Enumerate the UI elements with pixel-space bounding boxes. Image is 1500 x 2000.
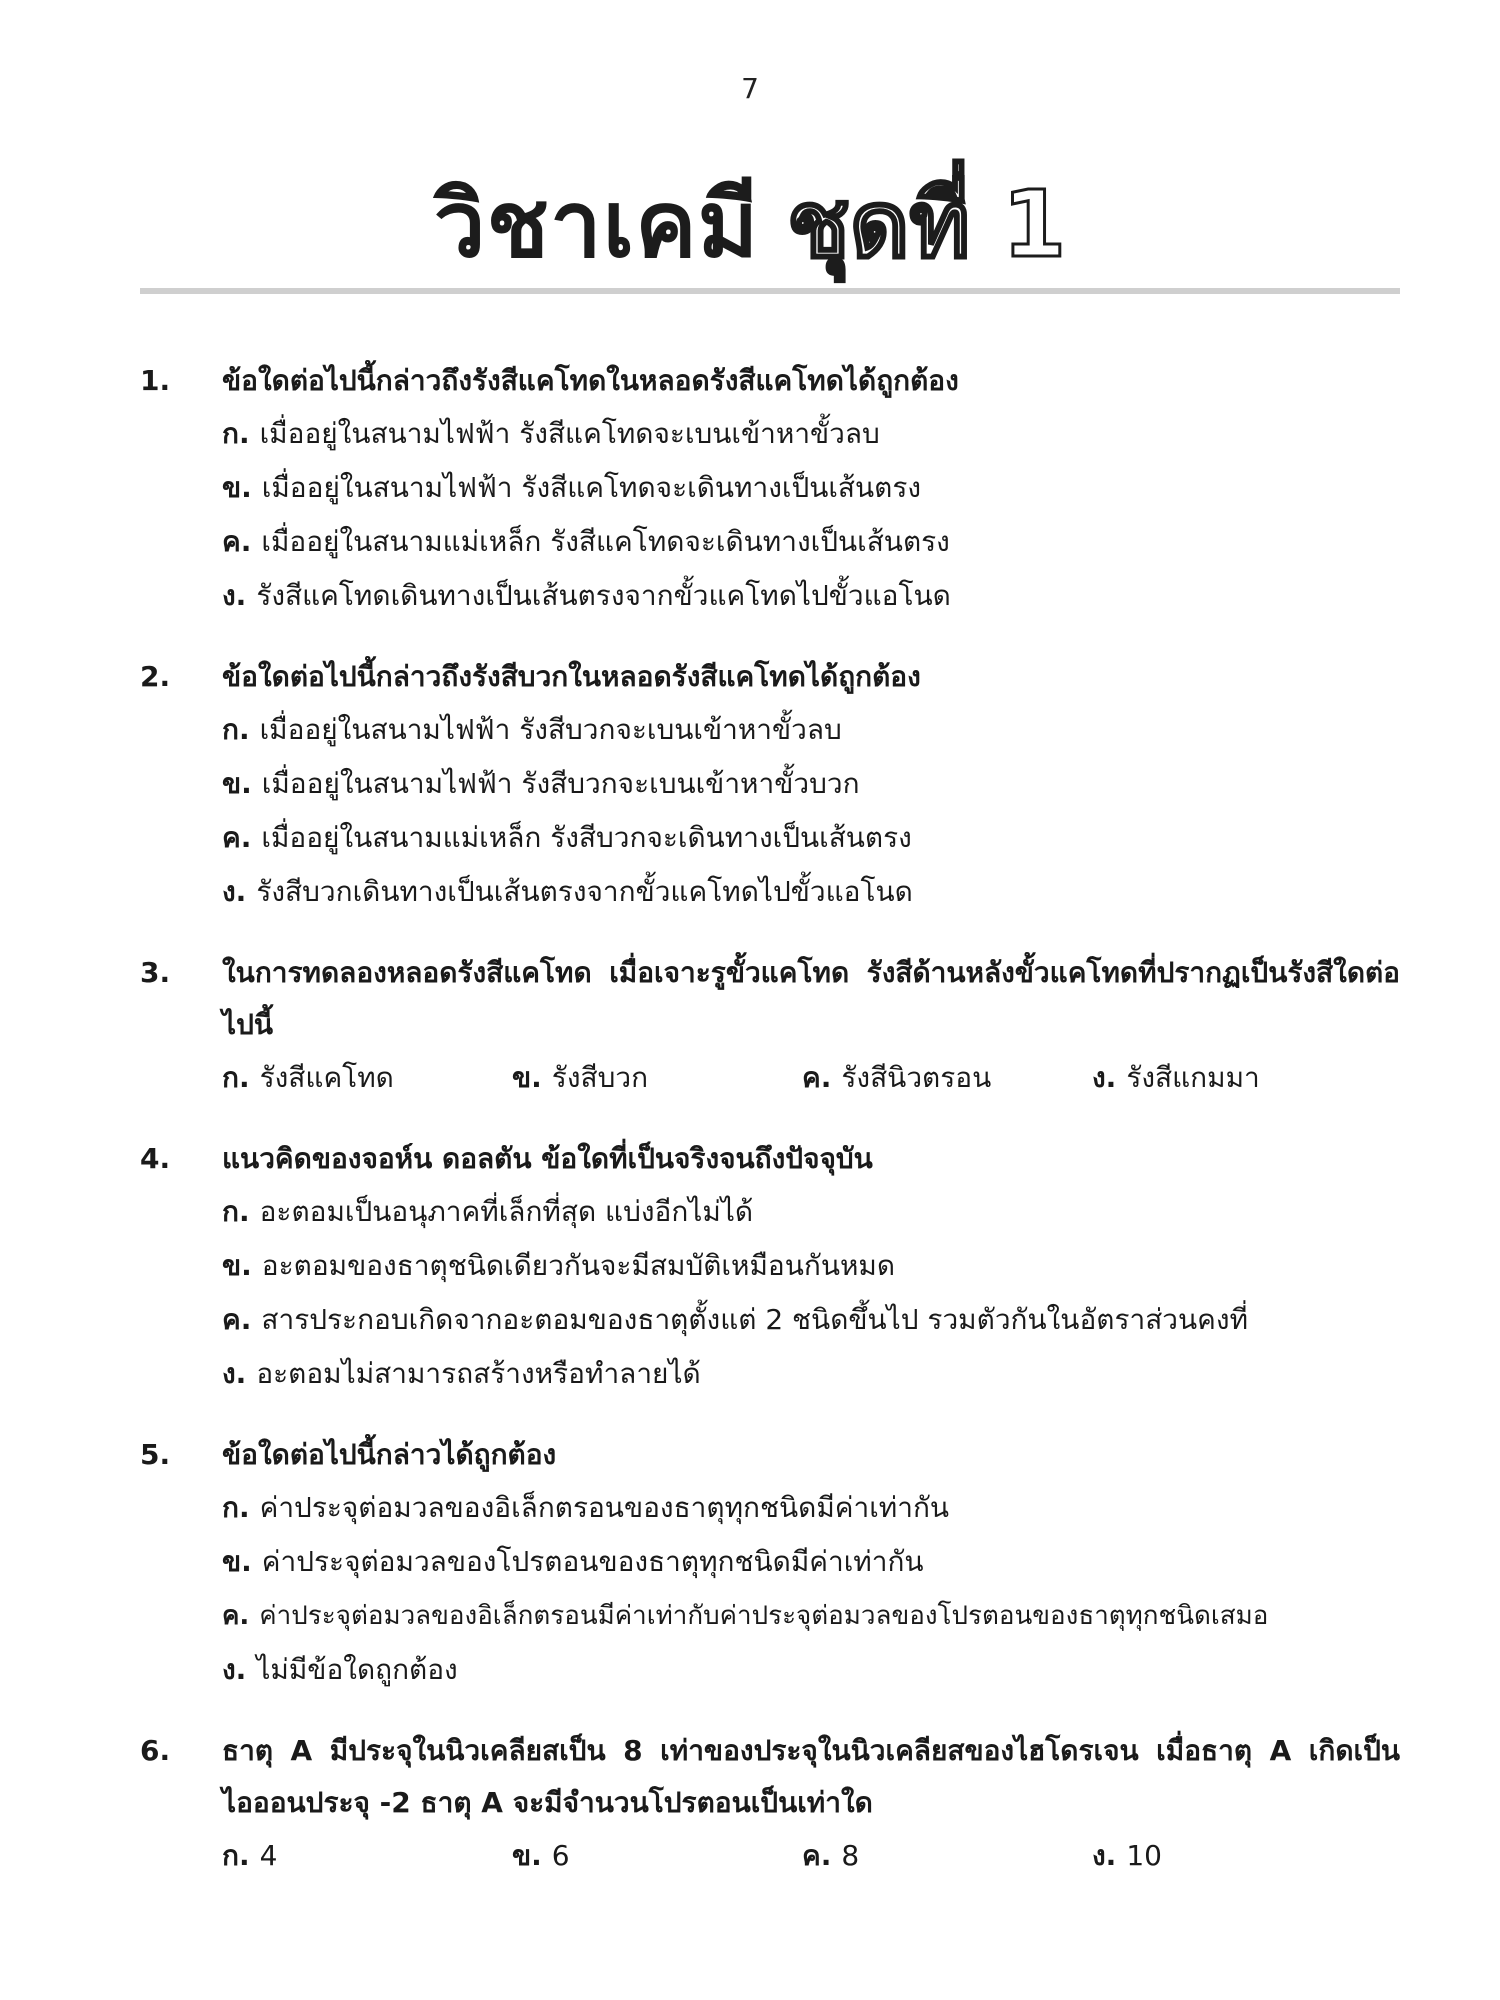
question-4 xyxy=(140,1133,1400,1401)
option-text: ค่าประจุต่อมวลของอิเล็กตรอนของธาตุทุกชนิดมีค่าเท่ากัน xyxy=(259,1491,950,1524)
question-text: ข้อใดต่อไปนี้กล่าวถึงรังสีแคโทดในหลอดรังสีแคโทดได้ถูกต้อง xyxy=(222,364,959,397)
option-text: รังสีแคโทด xyxy=(259,1061,394,1094)
question-text: ข้อใดต่อไปนี้กล่าวได้ถูกต้อง xyxy=(222,1438,557,1471)
option-letter: ข. xyxy=(512,1839,542,1872)
question-list xyxy=(140,355,1400,1911)
option-text: รังสีแคโทดเดินทางเป็นเส้นตรงจากขั้วแคโทดไปขั้วแอโนด xyxy=(256,579,951,612)
option-letter: ง. xyxy=(222,1653,247,1686)
question-text: ข้อใดต่อไปนี้กล่าวถึงรังสีบวกในหลอดรังสีแคโทดได้ถูกต้อง xyxy=(222,660,921,693)
option-text: รังสีบวกเดินทางเป็นเส้นตรงจากขั้วแคโทดไปขั้วแอโนด xyxy=(256,875,913,908)
option-d xyxy=(222,865,1400,919)
question-3 xyxy=(140,947,1400,1105)
question-1 xyxy=(140,355,1400,623)
option-letter: ค. xyxy=(222,821,252,854)
option-text: ไม่มีข้อใดถูกต้อง xyxy=(256,1653,458,1686)
question-6 xyxy=(140,1725,1400,1883)
option-text: รังสีบวก xyxy=(551,1061,649,1094)
option-letter: ง. xyxy=(1092,1061,1117,1094)
option-letter: ก. xyxy=(222,1195,250,1228)
option-d xyxy=(222,1643,1400,1697)
option-text: เมื่ออยู่ในสนามแม่เหล็ก รังสีบวกจะเดินทางเป็นเส้นตรง xyxy=(261,821,912,854)
option-letter: ค. xyxy=(222,1601,250,1631)
option-list xyxy=(222,1185,1400,1401)
option-text: สารประกอบเกิดจากอะตอมของธาตุตั้งแต่ 2 ชนิดขึ้นไป รวมตัวกันในอัตราส่วนคงที่ xyxy=(261,1303,1249,1336)
option-letter: ข. xyxy=(222,1249,252,1282)
page-title xyxy=(0,150,1500,297)
option-c xyxy=(222,1293,1400,1347)
option-d xyxy=(1092,1051,1382,1105)
option-letter: ข. xyxy=(222,767,252,800)
option-d xyxy=(1092,1829,1382,1883)
option-b xyxy=(222,461,1400,515)
option-text: 8 xyxy=(841,1839,860,1872)
option-c xyxy=(222,515,1400,569)
option-text: รังสีแกมมา xyxy=(1126,1061,1260,1094)
option-letter: ค. xyxy=(802,1061,832,1094)
option-letter: ง. xyxy=(222,875,247,908)
option-d xyxy=(222,569,1400,623)
option-letter: ง. xyxy=(222,579,247,612)
option-letter: ก. xyxy=(222,1839,250,1872)
question-text: แนวคิดของจอห์น ดอลตัน ข้อใดที่เป็นจริงจนถึงปัจจุบัน xyxy=(222,1142,873,1175)
option-a xyxy=(222,1829,512,1883)
question-text: ในการทดลองหลอดรังสีแคโทด เมื่อเจาะรูขั้วแคโทด รังสีด้านหลังขั้วแคโทดที่ปรากฏเป็นรังสีใดต่อไปนี้ xyxy=(222,956,1400,1041)
option-text: ค่าประจุต่อมวลของอิเล็กตรอนมีค่าเท่ากับค่าประจุต่อมวลของโปรตอนของธาตุทุกชนิดเสมอ xyxy=(259,1601,1269,1631)
option-b xyxy=(222,757,1400,811)
option-text: 4 xyxy=(259,1839,278,1872)
option-letter: ข. xyxy=(512,1061,542,1094)
question-number: 6. xyxy=(140,1734,171,1767)
title-subject: วิชาเคมี xyxy=(433,171,760,278)
option-text: ค่าประจุต่อมวลของโปรตอนของธาตุทุกชนิดมีค่าเท่ากัน xyxy=(261,1545,924,1578)
option-text: เมื่ออยู่ในสนามไฟฟ้า รังสีแคโทดจะเดินทางเป็นเส้นตรง xyxy=(261,471,922,504)
option-letter: ก. xyxy=(222,417,250,450)
option-letter: ข. xyxy=(222,1545,252,1578)
option-c xyxy=(222,1589,1400,1643)
option-letter: ค. xyxy=(222,525,252,558)
option-text: อะตอมของธาตุชนิดเดียวกันจะมีสมบัติเหมือนกันหมด xyxy=(261,1249,896,1282)
option-text: เมื่ออยู่ในสนามแม่เหล็ก รังสีแคโทดจะเดินทางเป็นเส้นตรง xyxy=(261,525,950,558)
option-list xyxy=(222,703,1400,919)
page-number: 7 xyxy=(741,72,759,105)
question-5 xyxy=(140,1429,1400,1697)
question-number: 1. xyxy=(140,364,171,397)
option-b xyxy=(222,1535,1400,1589)
option-letter: ง. xyxy=(1092,1839,1117,1872)
option-letter: ค. xyxy=(802,1839,832,1872)
option-text: 10 xyxy=(1126,1839,1162,1872)
question-number: 4. xyxy=(140,1142,171,1175)
question-number: 3. xyxy=(140,956,171,989)
question-text: ธาตุ A มีประจุในนิวเคลียสเป็น 8 เท่าของประจุในนิวเคลียสของไฮโดรเจน เมื่อธาตุ A เกิดเป็นไอออนประจุ -2 ธาตุ A จะมีจำนวนโปรตอนเป็นเท่าใด xyxy=(222,1734,1400,1819)
option-d xyxy=(222,1347,1400,1401)
option-a xyxy=(222,703,1400,757)
option-text: รังสีนิวตรอน xyxy=(841,1061,992,1094)
option-c xyxy=(802,1051,1092,1105)
question-number: 2. xyxy=(140,660,171,693)
option-c xyxy=(222,811,1400,865)
question-number: 5. xyxy=(140,1438,171,1471)
option-b xyxy=(222,1239,1400,1293)
option-b xyxy=(512,1051,802,1105)
option-row xyxy=(222,1051,1400,1105)
option-text: 6 xyxy=(551,1839,570,1872)
option-letter: ก. xyxy=(222,1491,250,1524)
option-a xyxy=(222,1051,512,1105)
option-b xyxy=(512,1829,802,1883)
option-text: อะตอมเป็นอนุภาคที่เล็กที่สุด แบ่งอีกไม่ได้ xyxy=(259,1195,754,1228)
option-text: เมื่ออยู่ในสนามไฟฟ้า รังสีบวกจะเบนเข้าหาขั้วลบ xyxy=(259,713,842,746)
option-letter: ก. xyxy=(222,713,250,746)
question-2 xyxy=(140,651,1400,919)
option-text: เมื่ออยู่ในสนามไฟฟ้า รังสีแคโทดจะเบนเข้าหาขั้วลบ xyxy=(259,417,880,450)
option-list xyxy=(222,407,1400,623)
option-a xyxy=(222,407,1400,461)
option-text: เมื่ออยู่ในสนามไฟฟ้า รังสีบวกจะเบนเข้าหาขั้วบวก xyxy=(261,767,860,800)
title-set: ชุดที่ 1 xyxy=(787,171,1067,278)
option-a xyxy=(222,1185,1400,1239)
option-letter: ค. xyxy=(222,1303,252,1336)
option-row xyxy=(222,1829,1400,1883)
option-letter: ก. xyxy=(222,1061,250,1094)
option-text: อะตอมไม่สามารถสร้างหรือทำลายได้ xyxy=(256,1357,701,1390)
option-c xyxy=(802,1829,1092,1883)
option-letter: ง. xyxy=(222,1357,247,1390)
option-a xyxy=(222,1481,1400,1535)
title-divider xyxy=(140,288,1400,294)
option-letter: ข. xyxy=(222,471,252,504)
option-list xyxy=(222,1481,1400,1697)
